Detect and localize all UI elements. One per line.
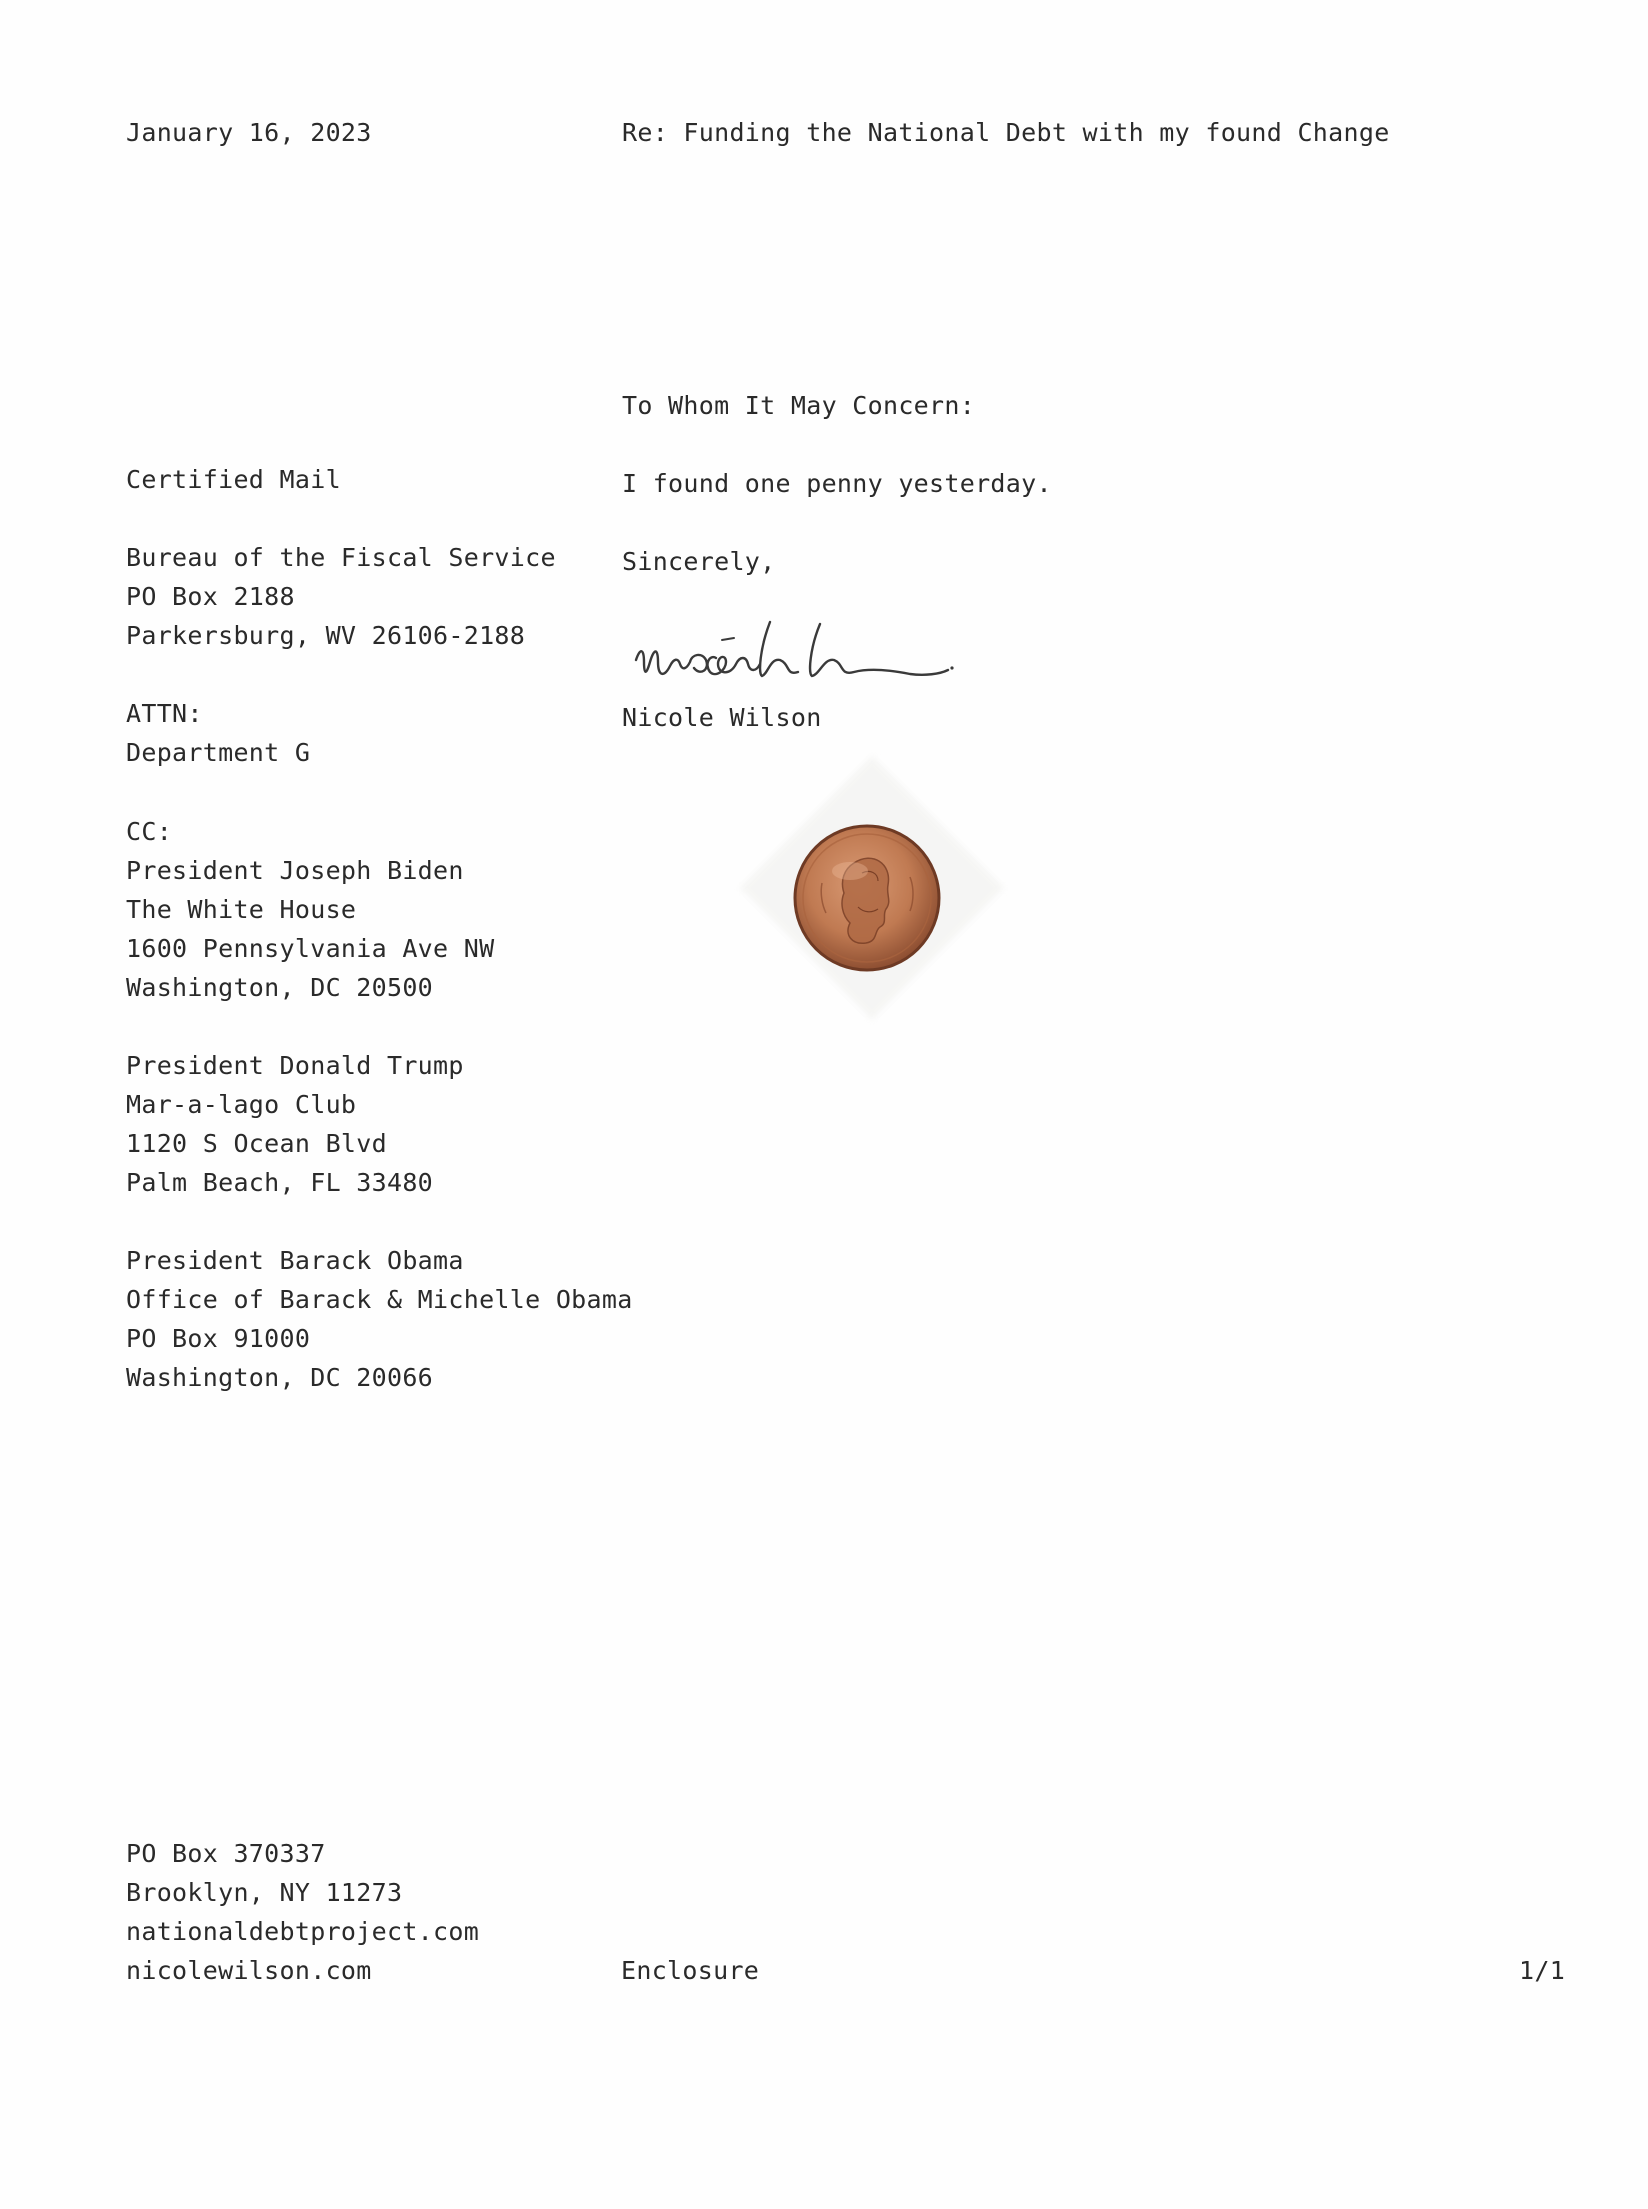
mailing-method bbox=[126, 460, 341, 499]
cc-address-line: Office of Barack & Michelle Obama bbox=[126, 1285, 633, 1314]
signature-image bbox=[630, 618, 960, 688]
salutation: To Whom It May Concern: bbox=[622, 391, 976, 420]
closing: Sincerely, bbox=[622, 547, 776, 576]
enclosure-label: Enclosure bbox=[621, 1956, 760, 1985]
page-number: 1/1 bbox=[1519, 1956, 1566, 1985]
return-address-line: Brooklyn, NY 11273 bbox=[126, 1878, 403, 1907]
cc-address-line: President Donald Trump bbox=[126, 1051, 464, 1080]
mailing-method-text: Certified Mail bbox=[126, 465, 341, 494]
cc-address-line: President Barack Obama bbox=[126, 1246, 464, 1275]
signer-name: Nicole Wilson bbox=[622, 703, 822, 732]
website-link: nationaldebtproject.com bbox=[126, 1917, 480, 1946]
cc-address-line: Palm Beach, FL 33480 bbox=[126, 1168, 434, 1197]
cc-address-line: The White House bbox=[126, 895, 357, 924]
cc-address-line: Mar-a-lago Club bbox=[126, 1090, 357, 1119]
attn-value: Department G bbox=[126, 738, 311, 767]
cc-block bbox=[126, 812, 494, 1007]
return-address-line: PO Box 370337 bbox=[126, 1839, 326, 1868]
attn-label: ATTN: bbox=[126, 699, 203, 728]
cc-address-line: Washington, DC 20500 bbox=[126, 973, 434, 1002]
cc-label: CC: bbox=[126, 817, 173, 846]
address-line: Parkersburg, WV 26106-2188 bbox=[126, 621, 526, 650]
cc-address-line: 1600 Pennsylvania Ave NW bbox=[126, 934, 495, 963]
attention-block bbox=[126, 694, 310, 772]
cc-address-line: PO Box 91000 bbox=[126, 1324, 311, 1353]
cc-address-line: President Joseph Biden bbox=[126, 856, 464, 885]
return-address bbox=[126, 1834, 479, 1990]
letter-subject: Re: Funding the National Debt with my found Change bbox=[622, 118, 1390, 147]
letter-date: January 16, 2023 bbox=[126, 118, 372, 147]
cc-address-line: 1120 S Ocean Blvd bbox=[126, 1129, 387, 1158]
website-link: nicolewilson.com bbox=[126, 1956, 372, 1985]
cc-recipient-obama bbox=[126, 1241, 633, 1397]
address-line: Bureau of the Fiscal Service bbox=[126, 543, 556, 572]
penny-coin-icon bbox=[792, 823, 942, 973]
cc-recipient-trump bbox=[126, 1046, 464, 1202]
cc-address-line: Washington, DC 20066 bbox=[126, 1363, 434, 1392]
address-line: PO Box 2188 bbox=[126, 582, 295, 611]
recipient-address bbox=[126, 538, 556, 655]
letter-body: I found one penny yesterday. bbox=[622, 469, 1052, 498]
